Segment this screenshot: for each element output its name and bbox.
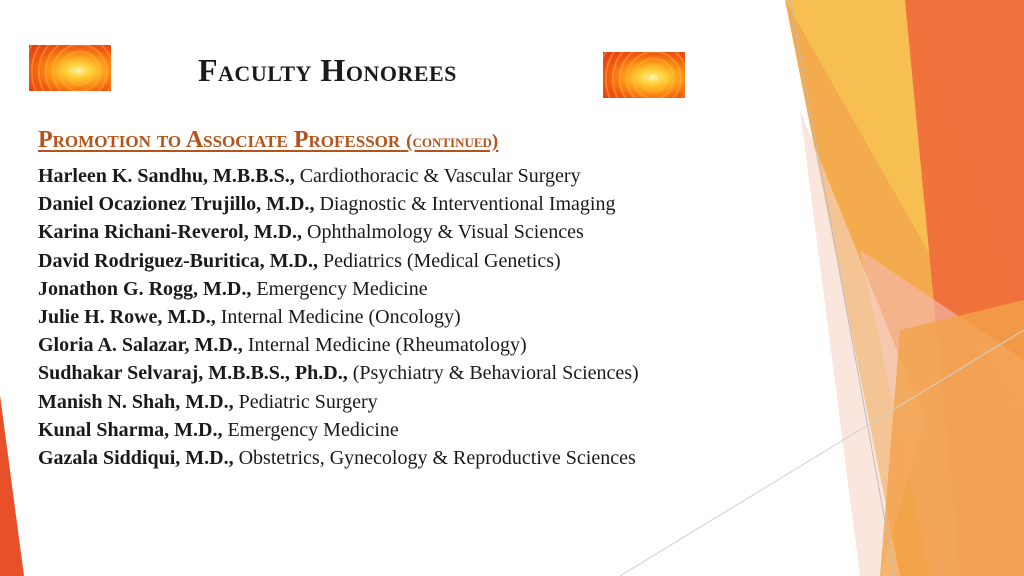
- honoree-name: Julie H. Rowe, M.D.,: [38, 305, 216, 328]
- honoree-department: Pediatric Surgery: [238, 390, 378, 413]
- honoree-item: [38, 359, 639, 387]
- honoree-department: Internal Medicine (Rheumatology): [247, 334, 527, 357]
- right-lower-facet: [880, 300, 1024, 576]
- honoree-item: [38, 331, 639, 359]
- honoree-name: Karina Richani-Reverol, M.D.,: [38, 221, 303, 244]
- left-red-facet: [0, 395, 24, 576]
- honoree-name: Kunal Sharma, M.D.,: [38, 418, 223, 441]
- honoree-department: Internal Medicine (Oncology): [220, 305, 461, 328]
- honoree-department: (Psychiatry & Behavioral Sciences): [352, 362, 639, 385]
- honoree-name: Daniel Ocazionez Trujillo, M.D.,: [38, 193, 315, 216]
- honoree-item: [38, 247, 639, 275]
- honoree-department: Obstetrics, Gynecology & Reproductive Sciences: [238, 446, 636, 469]
- honoree-name: Gazala Siddiqui, M.D.,: [38, 446, 234, 469]
- honoree-name: Manish N. Shah, M.D.,: [38, 390, 234, 413]
- section-heading-note: (continued): [406, 131, 499, 152]
- honoree-item: [38, 388, 639, 416]
- honoree-department: Ophthalmology & Visual Sciences: [307, 221, 584, 244]
- section-heading: [38, 127, 498, 154]
- honoree-name: Jonathon G. Rogg, M.D.,: [38, 277, 252, 300]
- honoree-item: [38, 190, 639, 218]
- honoree-name: Gloria A. Salazar, M.D.,: [38, 334, 243, 357]
- honoree-list: [38, 162, 639, 472]
- honoree-item: [38, 162, 639, 190]
- honoree-item: [38, 218, 639, 246]
- sunburst-swirl-image-left: [29, 45, 111, 91]
- honoree-name: Sudhakar Selvaraj, M.B.B.S., Ph.D.,: [38, 362, 348, 385]
- honoree-department: Emergency Medicine: [227, 418, 399, 441]
- honoree-item: [38, 416, 639, 444]
- honoree-department: Pediatrics (Medical Genetics): [322, 249, 561, 272]
- honoree-item: [38, 444, 639, 472]
- honoree-name: Harleen K. Sandhu, M.B.B.S.,: [38, 165, 295, 187]
- page-title: Faculty Honorees: [198, 52, 457, 88]
- honoree-item: [38, 303, 639, 331]
- honoree-department: Diagnostic & Interventional Imaging: [319, 193, 616, 216]
- sunburst-swirl-image-right: [603, 52, 685, 98]
- honoree-item: [38, 275, 639, 303]
- honoree-department: Emergency Medicine: [256, 277, 428, 300]
- honoree-department: Cardiothoracic & Vascular Surgery: [299, 165, 581, 187]
- section-heading-text: Promotion to Associate Professor: [38, 127, 401, 153]
- honoree-name: David Rodriguez-Buritica, M.D.,: [38, 249, 318, 272]
